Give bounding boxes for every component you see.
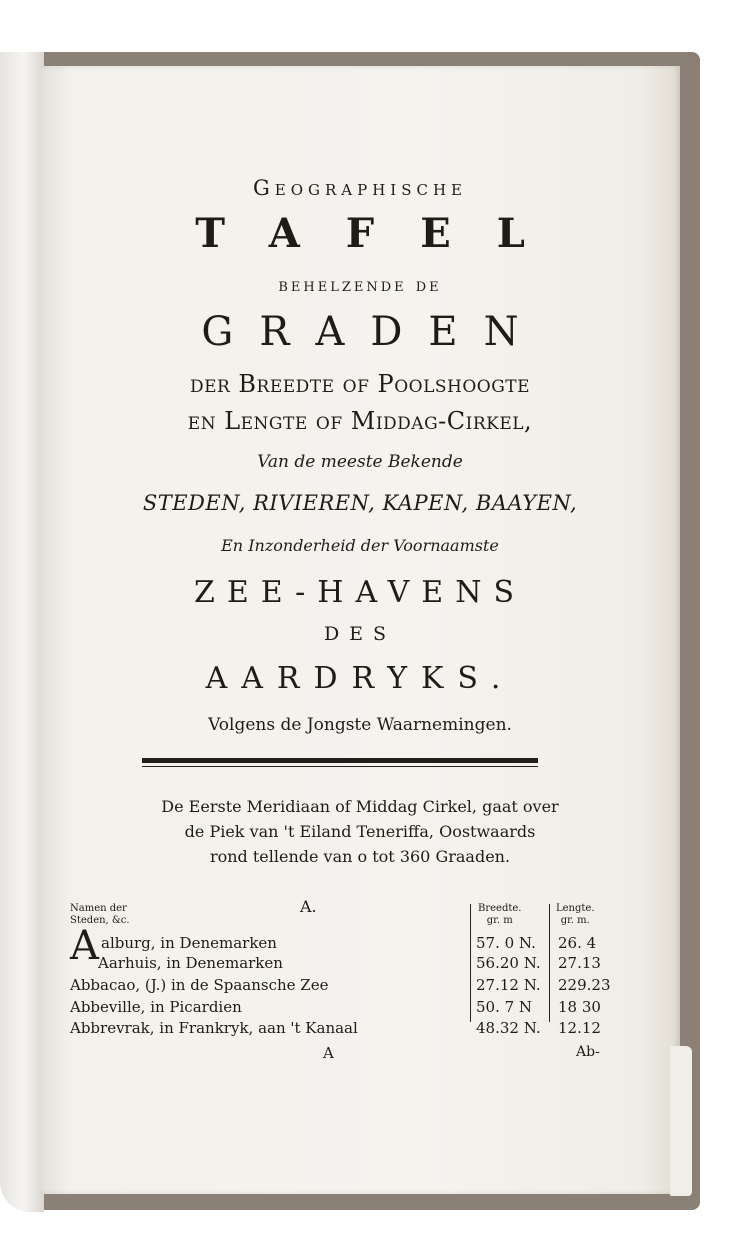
row-lengte: 12.12	[558, 1019, 601, 1037]
title-page	[40, 66, 680, 1194]
drop-cap: A	[70, 923, 99, 969]
row-lengte: 26. 4	[558, 934, 597, 952]
header-breedte-line-1: Breedte.	[478, 903, 522, 914]
title-volgens: Volgens de Jongste Waarnemingen.	[208, 715, 512, 735]
left-page-edge	[0, 52, 44, 1212]
row-breedte: 50. 7 N	[476, 998, 533, 1016]
row-name: Abbacao, (J.) in de Spaansche Zee	[70, 976, 329, 994]
catchword: Ab-	[576, 1044, 600, 1060]
title-van-de-meeste: Van de meeste Bekende	[257, 452, 463, 472]
table-header-breedte	[478, 903, 521, 927]
thick-rule	[142, 758, 538, 763]
signature-mark: A	[323, 1044, 334, 1062]
table-header-lengte	[556, 903, 595, 927]
header-name-line-2: Steden, &c.	[70, 915, 130, 926]
table-row	[40, 1017, 680, 1039]
row-name: Abbeville, in Picardien	[70, 998, 242, 1016]
title-tafel: TAFEL	[195, 210, 571, 257]
row-breedte: 27.12 N.	[476, 976, 541, 994]
torn-page-edge	[670, 1046, 692, 1196]
header-lengte-line-1: Lengte.	[556, 903, 595, 914]
title-graden: GRADEN	[201, 309, 545, 355]
title-inzonderheid: En Inzonderheid der Voornaamste	[221, 536, 499, 555]
row-breedte: 57. 0 N.	[476, 934, 536, 952]
title-lengte: en Lengte of Middag-Cirkel,	[187, 407, 533, 435]
table-row	[40, 974, 680, 996]
table-row	[40, 996, 680, 1018]
row-lengte: 27.13	[558, 954, 601, 972]
row-name: Abbrevrak, in Frankryk, aan 't Kanaal	[70, 1019, 358, 1037]
thin-rule	[142, 766, 538, 767]
intro-line-3: rond tellende van o tot 360 Graaden.	[209, 847, 511, 866]
row-lengte: 18 30	[558, 998, 601, 1016]
row-name-rest: alburg, in Denemarken	[101, 934, 277, 952]
title-steden: STEDEN, RIVIEREN, KAPEN, BAAYEN,	[142, 491, 578, 515]
title-geographische: Geographische	[252, 176, 467, 200]
row-name: Aarhuis, in Denemarken	[98, 954, 283, 972]
row-lengte: 229.23	[558, 976, 611, 994]
header-lengte-line-2: gr. m.	[560, 915, 590, 926]
book	[0, 52, 700, 1212]
header-name-line-1: Namen der	[70, 903, 127, 914]
title-zee-havens: ZEE-HAVENS	[193, 575, 527, 610]
row-breedte: 56.20 N.	[476, 954, 541, 972]
header-breedte-line-2: gr. m	[486, 915, 513, 926]
intro-line-2: de Piek van 't Eiland Teneriffa, Oostwaards	[184, 822, 536, 841]
title-des: DES	[323, 623, 397, 645]
title-breedte: der Breedte of Poolshoogte	[189, 370, 531, 398]
table-header-letter: A.	[300, 897, 317, 916]
row-breedte: 48.32 N.	[476, 1019, 541, 1037]
title-aardryks: AARDRYKS.	[205, 661, 515, 696]
intro-line-1: De Eerste Meridiaan of Middag Cirkel, gaat over	[161, 797, 559, 816]
table-row	[40, 952, 680, 974]
title-behelzende: behelzende de	[278, 274, 442, 296]
